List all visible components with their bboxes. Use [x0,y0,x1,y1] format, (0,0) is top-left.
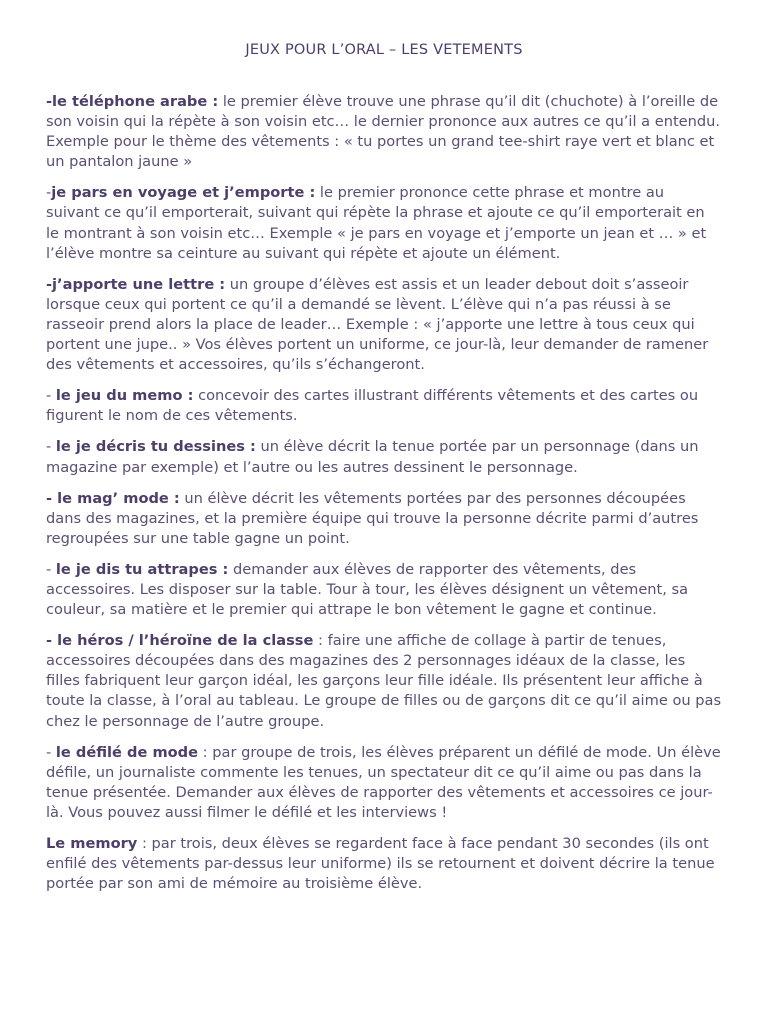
paragraph-text: : par groupe de trois, les élèves préparent un défilé de mode. Un élève défile, un journaliste commente les tenues, un spectateur dit ce qu’il aime ou pas dans la tenue présentée. Demander aux élèves de rapporter des vêtements et accessoires ce jour-là. Vous pouvez aussi filmer le défilé et les interviews ! [46,743,721,821]
paragraph-lead: le défilé de mode [55,743,199,761]
game-paragraph-attrapes [46,560,722,620]
paragraph-prefix: - [46,438,56,456]
game-paragraph-memo [46,386,722,426]
paragraph-prefix: - [46,743,56,761]
game-paragraph-dessines [46,437,722,477]
paragraph-text: le premier élève trouve une phrase qu’il dit (chuchote) à l’oreille de son voisin qui la répète à son voisin etc… le dernier prononce aux autres ce qu’il a entendu. Exemple pour le thème des vêtements : « tu portes un grand tee-shirt raye vert et blanc et un pantalon jaune » [46,93,721,171]
paragraph-lead: le je dis tu attrapes : [55,560,229,578]
game-paragraph-mag-mode [46,489,722,549]
paragraph-prefix: - [46,560,56,578]
document-title: JEUX POUR L’ORAL – LES VETEMENTS [245,42,523,58]
paragraph-lead: -j’apporte une lettre : [46,275,226,293]
paragraph-text: un élève décrit la tenue portée par un personnage (dans un magazine par exemple) et l’autre ou les autres dessinent le personnage. [46,438,699,476]
paragraph-text: concevoir des cartes illustrant différents vêtements et des cartes ou figurent le nom de ces vêtements. [46,387,699,425]
paragraph-text: un groupe d’élèves est assis et un leader debout doit s’asseoir lorsque ceux qui portent ce qu’il a demandé se lèvent. L’élève qui n’a pas réussi à se rasseoir prend alors la place de leader… Exemple : « j’apporte une lettre à tous ceux qui portent une jupe.. » Vos élèves portent un uniforme, ce jour-là, leur demander de ramener des vêtements et accessoires, qu’ils s’échangeront. [46,275,709,374]
paragraph-text: le premier prononce cette phrase et montre au suivant ce qu’il emporterait, suivant qui répète la phrase et ajoute ce qu’il emporterait en le montrant à son voisin etc… Exemple « je pars en voyage et j’emporte un jean et … » et l’élève montre sa ceinture au suivant qui répète et ajoute un élément. [46,184,707,262]
game-paragraph-defile [46,743,722,823]
paragraph-prefix: - [46,387,56,405]
paragraph-text: : faire une affiche de collage à partir de tenues, accessoires découpées dans des magazines des 2 personnages idéaux de la classe, les filles fabriquent leur garçon idéal, les garçons leur fille idéale. Ils présentent leur affiche à toute la classe, à l’oral au tableau. Le groupe de filles ou de garçons dit ce qu’il aime ou pas chez le personnage de l’autre groupe. [46,632,722,730]
paragraph-lead: - le héros / l’héroïne de la classe [46,632,314,650]
game-paragraph-telephone [46,92,722,172]
paragraph-prefix: - [46,184,52,202]
game-paragraph-heros [46,631,722,731]
game-paragraph-lettre [46,275,722,375]
paragraph-text: un élève décrit les vêtements portées par des personnes découpées dans des magazines, et la première équipe qui trouve la personne décrite parmi d’autres regroupées sur une table gagne un point. [46,489,699,547]
paragraph-lead: - le mag’ mode : [46,489,180,507]
paragraph-lead: le je décris tu dessines : [55,438,256,456]
paragraph-text: : par trois, deux élèves se regardent face à face pendant 30 secondes (ils ont enfilé des vêtements par-dessus leur uniforme) ils se retournent et doivent décrire la tenue portée par son ami de mémoire au troisième élève. [46,835,715,893]
game-paragraph-voyage [46,183,722,263]
paragraph-lead: -le téléphone arabe : [46,93,219,110]
paragraph-lead: Le memory [46,835,138,852]
paragraph-lead: je pars en voyage et j’emporte : [51,184,316,202]
paragraph-lead: le jeu du memo : [55,387,194,405]
game-paragraph-memory [46,834,722,894]
paragraph-text: demander aux élèves de rapporter des vêtements, des accessoires. Les disposer sur la table. Tour à tour, les élèves désignent un vêtement, sa couleur, sa matière et le premier qui attrape le bon vêtement le gagne et continue. [46,560,689,619]
